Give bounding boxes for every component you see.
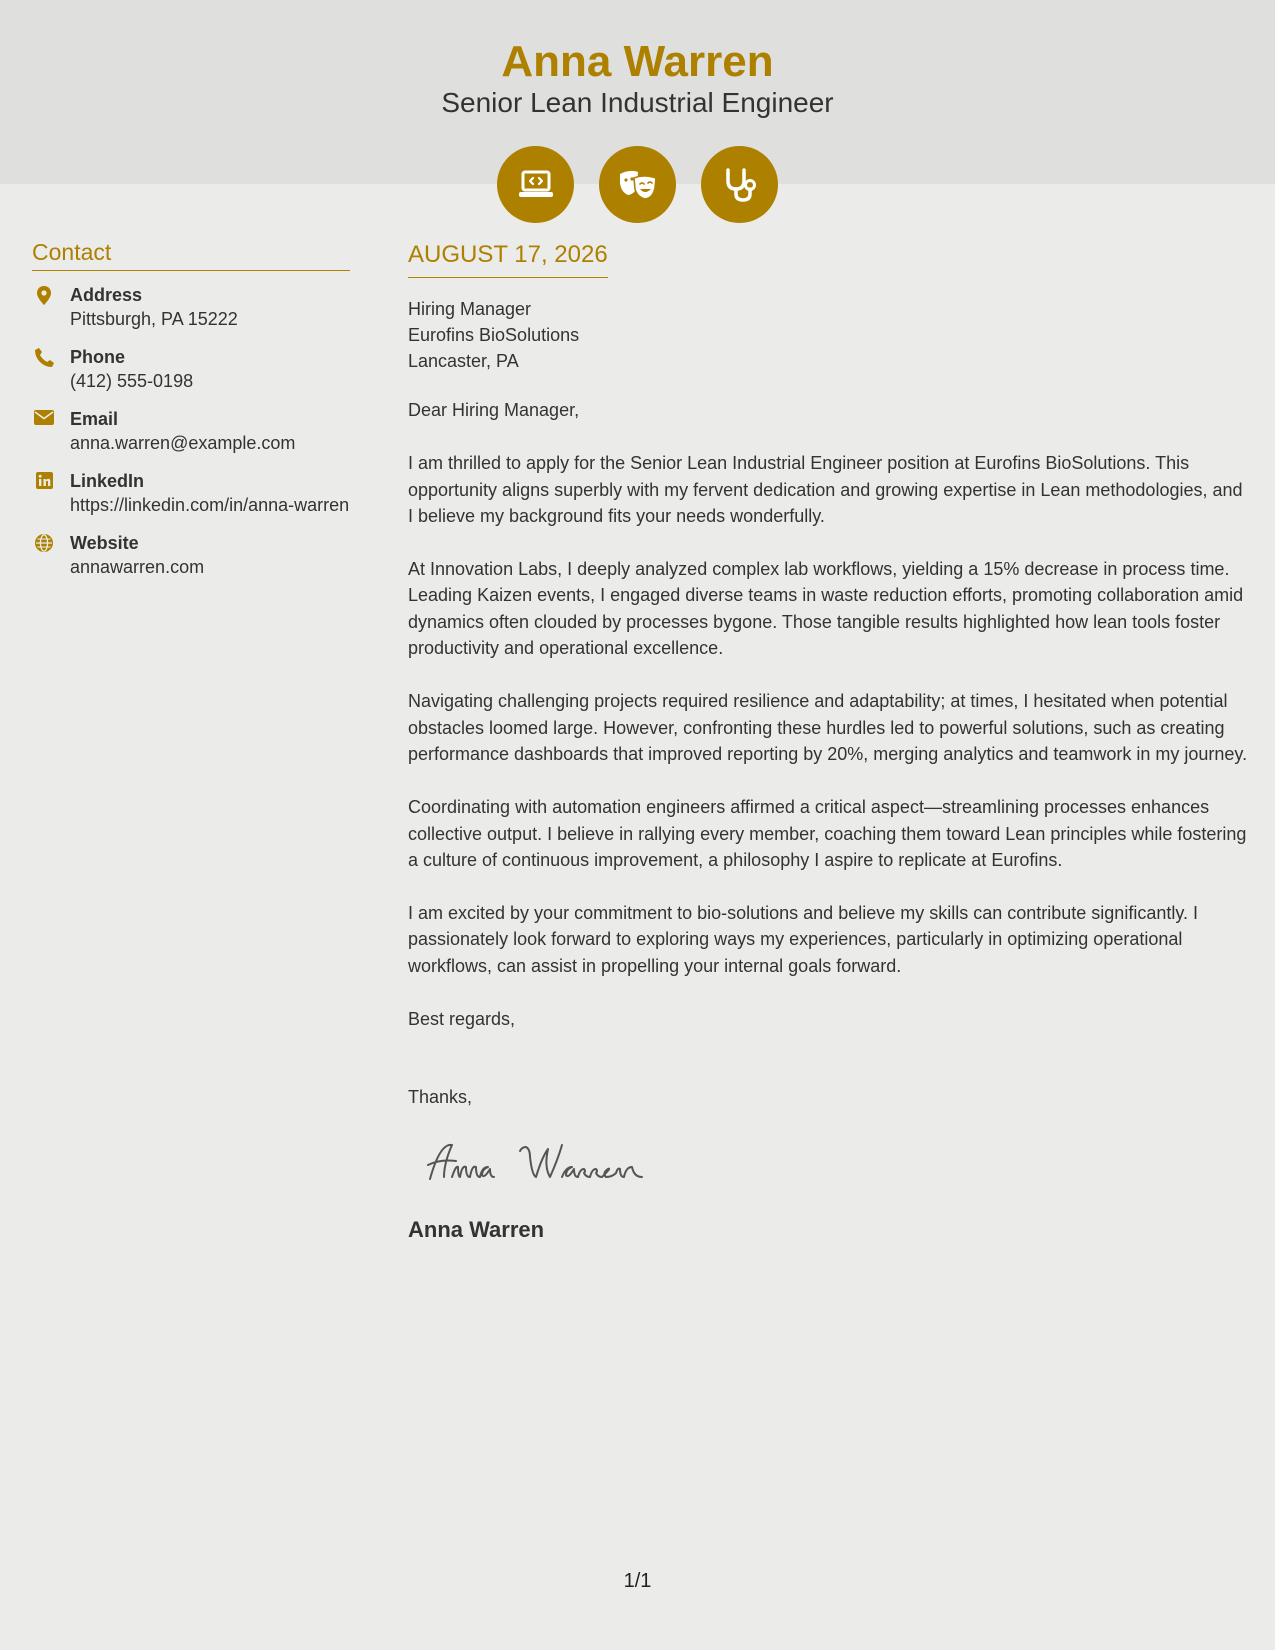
body-paragraph: Navigating challenging projects required resilience and adaptability; at times, I hesitated when potential obstacles loomed large. However, confronting these hurdles led to powerful solutions, such as creating performance dashboards that improved reporting by 20%, merging analytics and teamwork in my journey.	[408, 691, 1248, 764]
contact-value: Pittsburgh, PA 15222	[70, 309, 238, 329]
body-paragraph: Coordinating with automation engineers affirmed a critical aspect—streamlining processes enhances collective output. I believe in rallying every member, coaching them toward Lean principles while fostering a culture of continuous improvement, a philosophy I aspire to replicate at Eurofins.	[408, 797, 1247, 870]
contact-address	[32, 283, 350, 332]
closing: Best regards,	[408, 1009, 516, 1030]
interest-icons	[0, 146, 1275, 223]
contact-phone	[32, 345, 350, 394]
salutation: Dear Hiring Manager,	[408, 400, 580, 420]
contact-label: Address	[70, 285, 143, 305]
page-number: 1/1	[623, 1570, 652, 1592]
globe-icon	[32, 531, 56, 552]
contact-heading: Contact	[32, 238, 350, 271]
handwritten-signature	[422, 1137, 1250, 1194]
recipient-line: Lancaster, PA	[408, 351, 519, 371]
recipient-line: Eurofins BioSolutions	[408, 325, 580, 345]
contact-value[interactable]: annawarren.com	[70, 557, 205, 577]
applicant-title: Senior Lean Industrial Engineer	[441, 87, 834, 118]
contact-list	[32, 283, 350, 580]
contact-value[interactable]: anna.warren@example.com	[70, 433, 296, 453]
contact-value: (412) 555-0198	[70, 371, 194, 391]
contact-linkedin	[32, 469, 350, 518]
contact-label: Phone	[70, 347, 126, 367]
theater-masks-icon	[599, 146, 676, 223]
linkedin-icon	[32, 469, 56, 489]
sidebar	[32, 238, 350, 593]
stethoscope-icon	[701, 146, 778, 223]
body-paragraph: I am thrilled to apply for the Senior Lean Industrial Engineer position at Eurofins BioSolutions. This opportunity aligns superbly with my fervent dedication and growing expertise in Lean methodologies, and I believe my background fits your needs wonderfully.	[408, 453, 1243, 526]
recipient-line: Hiring Manager	[408, 299, 532, 319]
letter-date: AUGUST 17, 2026	[408, 240, 608, 278]
contact-value[interactable]: https://linkedin.com/in/anna-warren	[70, 495, 350, 515]
laptop-code-icon	[497, 146, 574, 223]
recipient-block	[408, 296, 1250, 374]
contact-label: Email	[70, 409, 119, 429]
contact-website	[32, 531, 350, 580]
body-paragraph: I am excited by your commitment to bio-solutions and believe my skills can contribute significantly. I passionately look forward to exploring ways my experiences, particularly in optimizing operational workflows, can assist in propelling your internal goals forward.	[408, 903, 1199, 976]
signer-name: Anna Warren	[408, 1216, 545, 1242]
contact-email	[32, 407, 350, 456]
map-pin-icon	[32, 283, 56, 305]
contact-label: Website	[70, 533, 139, 553]
envelope-icon	[32, 407, 56, 425]
contact-label: LinkedIn	[70, 471, 145, 491]
body-paragraph: At Innovation Labs, I deeply analyzed complex lab workflows, yielding a 15% decrease in process time. Leading Kaizen events, I engaged diverse teams in waste reduction efforts, promoting collaboration amid dynamics often clouded by processes bygone. Those tangible results highlighted how lean tools foster productivity and operational excellence.	[408, 559, 1244, 659]
applicant-name: Anna Warren	[501, 37, 774, 86]
letter-body	[408, 240, 1250, 1244]
thanks-line: Thanks,	[408, 1087, 473, 1108]
phone-icon	[32, 345, 56, 367]
